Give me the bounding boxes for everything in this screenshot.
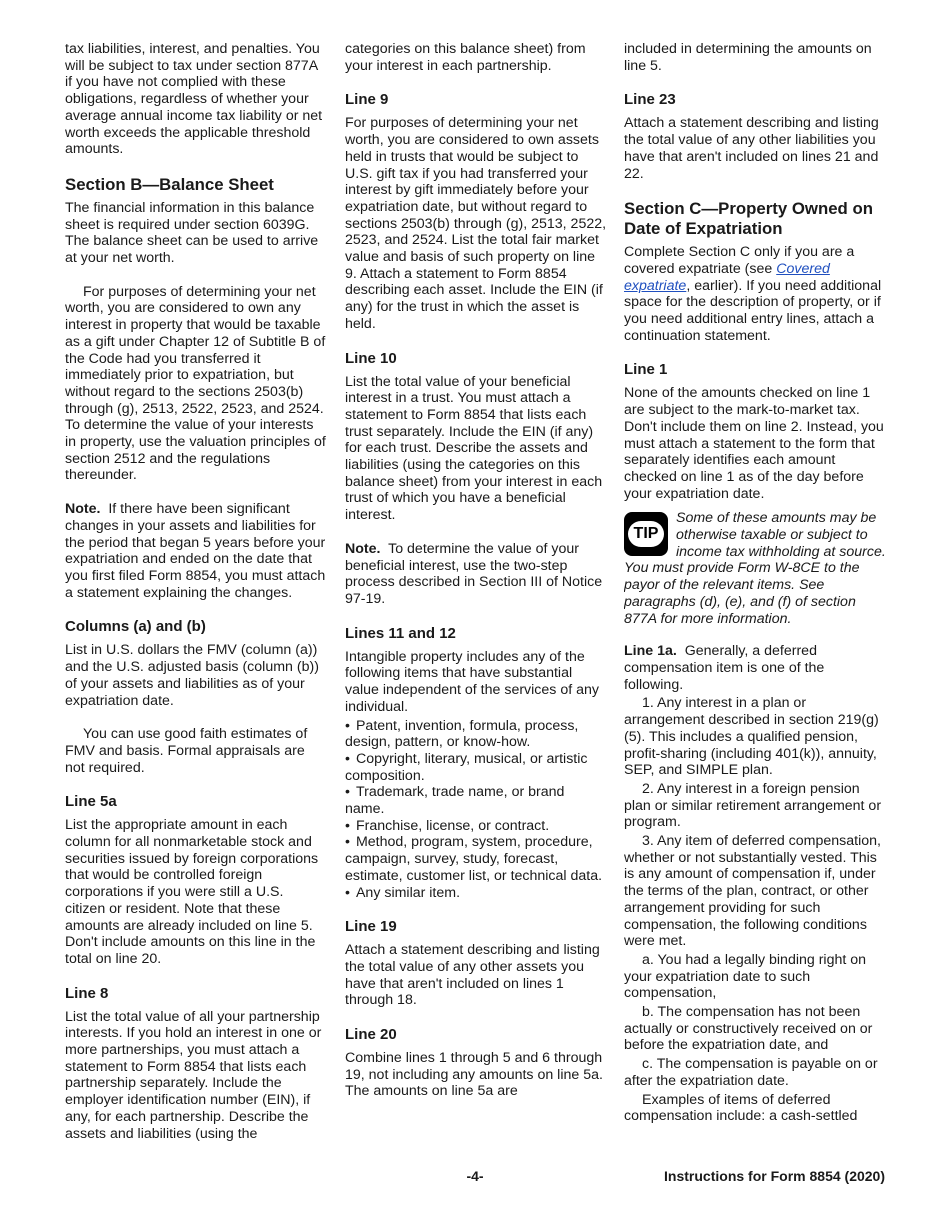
list-item: • Franchise, license, or contract. [345,818,607,835]
section-c-text-b: , earlier). If you need additional space for the description of property, or if you need additional entry lines, attach a continuation statement. [624,277,882,344]
line-9-paragraph: For purposes of determining your net worth, you are considered to own assets held in trusts that would be subject to U.S. gift tax if you had transferred your interest by gift immediately before your expatriation date, but without regard to sections 2503(b) through (g), 2513, 2522, 2523, and 2524. List the total fair market value and basis of such property on line 9. Attach a statement to Form 8854 describing each asset. Include the EIN (if any) for the trust in which the asset is held. [345,115,607,332]
line-10-paragraph: List the total value of your beneficial interest in a trust. You must attach a statement to Form 8854 that lists each trust separately. Include the EIN (if any) for each trust. Describe the assets and liabilities (using the categories on this balance sheet) from your interest in each trust of which you have a beneficial interest. [345,373,603,524]
line-19-paragraph: Attach a statement describing and listing the total value of any other assets you have that aren't included on lines 1 through 18. [345,942,600,1009]
columns-ab-paragraph-2: You can use good faith estimates of FMV and basis. Formal appraisals are not required. [65,726,308,776]
line-10-heading: Line 10 [345,349,397,367]
page-number: -4- [466,1168,484,1184]
paragraph-continued: included in determining the amounts on line 5. [624,41,872,74]
column-right [624,41,886,1127]
note-paragraph [345,541,607,608]
list-item: • Trademark, trade name, or brand name. [345,784,607,817]
line-5a-heading: Line 5a [65,793,117,811]
line-1a-label: Line 1a. [624,643,677,660]
line-1-heading: Line 1 [624,361,668,379]
tip-icon [624,512,668,556]
tip-box [624,510,886,627]
condition-c: c. The compensation is payable on or after the expatriation date. [624,1056,878,1089]
tip-text: Some of these amounts may be otherwise taxable or subject to income tax withholding at source. You must provide Form W-8CE to the payor of the relevant items. See paragraphs (d), (e), and (f) of section 877A for more information. [624,510,886,627]
paragraph-continued: tax liabilities, interest, and penalties. You will be subject to tax under section 877A if you have not complied with these obligations, regardless of whether your average annual income tax liability or net worth exceeds the applicable threshold amounts. [65,41,323,158]
list-item: • Copyright, literary, musical, or artistic composition. [345,751,607,784]
line-23-heading: Line 23 [624,91,676,109]
list-item: • Patent, invention, formula, process, design, pattern, or know-how. [345,718,607,751]
section-b-heading: Section B—Balance Sheet [65,174,274,194]
note-text: If there have been significant changes in your assets and liabilities for the period that began 5 years before your expatriation and ended on the date that you first filed Form 8854, you must attach a statement explaining the changes. [65,501,326,601]
note-paragraph [65,501,327,601]
column-middle [345,41,607,1117]
column-left [65,41,327,1159]
lines-11-12-heading: Lines 11 and 12 [345,624,456,642]
line-19-heading: Line 19 [345,918,397,936]
deferred-item-1: 1. Any interest in a plan or arrangement described in section 219(g)(5). This includes a qualified pension, profit-sharing (including 401(k)), annuity, SEP, and SIMPLE plan. [624,695,879,779]
note-label: Note. [345,540,381,557]
section-c-text-a: Complete Section C only if you are a covered expatriate (see [624,244,855,277]
line-1a-paragraph [624,643,886,693]
line-1a-text: Generally, a deferred compensation item is one of the following. [624,643,825,693]
list-item: • Method, program, system, procedure, campaign, survey, study, forecast, estimate, customer list, or technical data. [345,834,607,884]
line-8-paragraph: List the total value of all your partnership interests. If you hold an interest in one or more partnerships, you must attach a statement to Form 8854 that lists each partnership separately. Include the employer identification number (EIN), if any, for each partnership. Describe the assets and liabilities (using the [65,1008,322,1142]
tip-label: TIP [628,521,664,547]
note-label: Note. [65,501,101,518]
condition-a: a. You had a legally binding right on your expatriation date to such compensation, [624,951,867,1002]
list-item: • Any similar item. [345,885,607,902]
covered-expatriate-link[interactable]: Covered expatriate [624,260,830,294]
deferred-item-2: 2. Any interest in a foreign pension plan or similar retirement arrangement or program. [624,780,882,831]
section-b-paragraph-2: For purposes of determining your net worth, you are considered to own any interest in property that would be taxable as a gift under Chapter 12 of Subtitle B of the Code had you transferred it immediately prior to expatriation, but without regard to the sections 2503(b) through (g), 2513, 2522, 2523, and 2524. To determine the value of your interests in property, use the valuation principles of section 2512 and the regulations thereunder. [65,283,326,484]
examples-paragraph: Examples of items of deferred compensation include: a cash-settled [624,1091,858,1125]
condition-b: b. The compensation has not been actually or constructively received on or before the expatriation date, and [624,1004,873,1054]
line-20-paragraph: Combine lines 1 through 5 and 6 through 19, not including any amounts on line 5a. The amounts on line 5a are [345,1050,603,1100]
lines-11-12-paragraph: Intangible property includes any of the following items that have substantial value independent of the services of any individual. [345,648,599,715]
line-8-heading: Line 8 [65,984,109,1002]
line-9-heading: Line 9 [345,91,389,109]
section-c-paragraph [624,244,886,344]
line-5a-paragraph: List the appropriate amount in each column for all nonmarketable stock and securities issued by foreign corporations that would be controlled foreign corporations if you were still a U.S. citizen or resident. Note that these amounts are already included on line 5. Don't include amounts on this line in the total on line 20. [65,817,319,967]
document-title: Instructions for Form 8854 (2020) [664,1168,885,1184]
columns-ab-heading: Columns (a) and (b) [65,618,206,636]
intangible-property-list [345,718,607,902]
deferred-item-3: 3. Any item of deferred compensation, whether or not substantially vested. This is any amount of compensation if, under the terms of the plan, contract, or other arrangement providing for such compensation, the following conditions were met. [624,833,881,950]
columns-ab-paragraph-1: List in U.S. dollars the FMV (column (a)) and the U.S. adjusted basis (column (b)) of your assets and liabilities as of your expatriation date. [65,642,319,709]
paragraph-continued: categories on this balance sheet) from your interest in each partnership. [345,41,586,74]
note-text: To determine the value of your beneficial interest, use the two-step process described in Section III of Notice 97-19. [345,540,603,607]
line-1-paragraph: None of the amounts checked on line 1 are subject to the mark-to-market tax. Don't include them on line 2. Instead, you must attach a statement to the form that separately identifies each amount checked on line 1 as of the day before your expatriation date. [624,385,884,502]
line-23-paragraph: Attach a statement describing and listing the total value of any other liabilities you have that aren't included on lines 21 and 22. [624,115,879,182]
section-b-paragraph-1: The financial information in this balance sheet is required under section 6039G. The balance sheet can be used to arrive at your net worth. [65,199,319,267]
line-20-heading: Line 20 [345,1026,397,1044]
section-c-heading: Section C—Property Owned on Date of Expatriation [624,199,873,239]
